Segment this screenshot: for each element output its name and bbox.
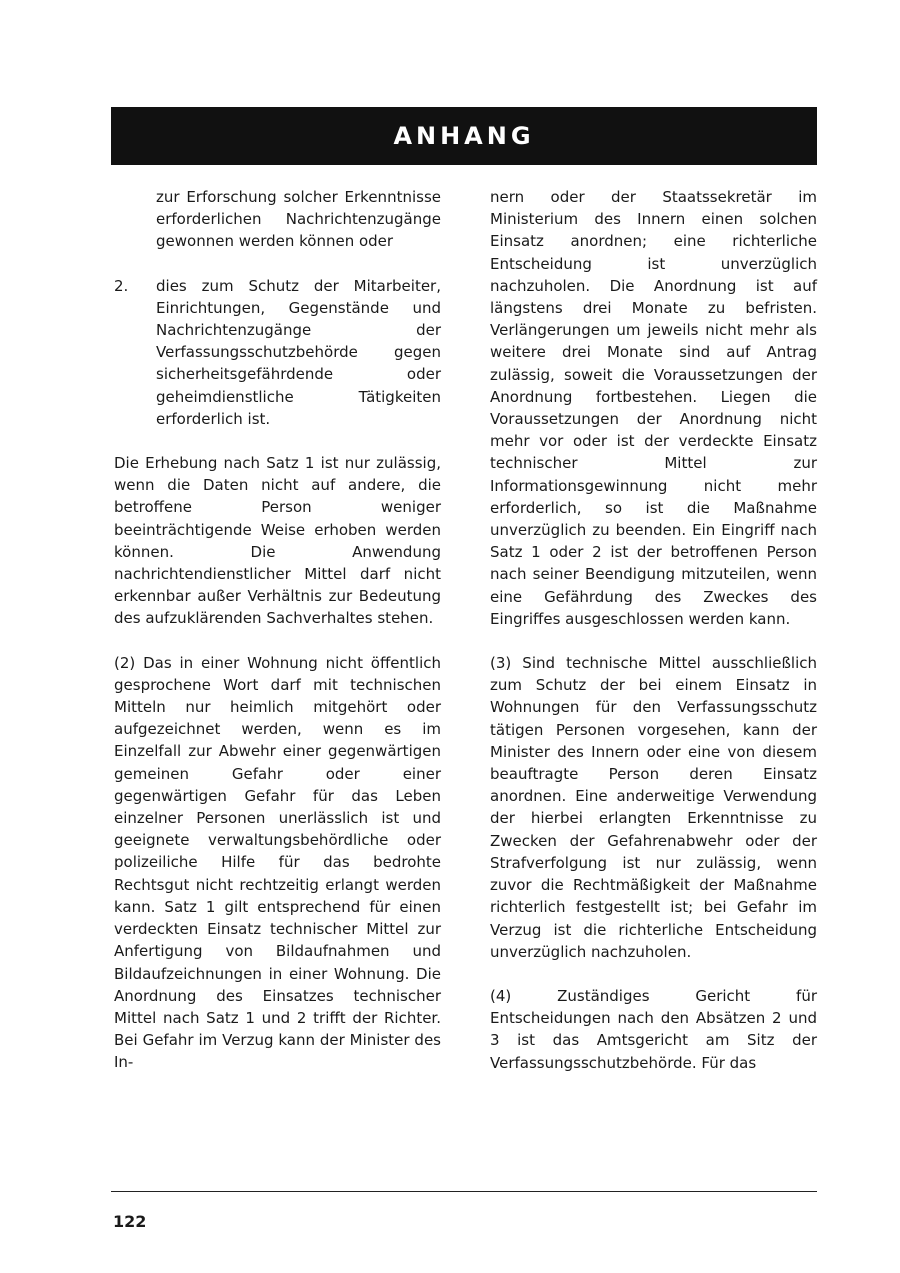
list-item-text: dies zum Schutz der Mitarbeiter, Einrichtungen, Gegenstände und Nachrichtenzugänge der Verfassungsschutzbehörde gegen sicherheitsgefährdende oder geheimdienstliche Tätigkeiten erforderlich ist.	[156, 276, 441, 428]
list-item-number: 2.	[114, 276, 129, 295]
paragraph-2: (2) Das in einer Wohnung nicht öffentlich gesprochene Wort darf mit technischen Mitteln nur heimlich mitgehört oder aufgezeichnet werden, wenn es im Einzelfall zur Abwehr einer gegenwärtigen gemeinen Gefahr oder einer gegenwärtigen Gefahr für das Leben einzelner Personen unerlässlich ist und geeignete verwaltungsbehördliche oder polizeiliche Hilfe für das bedrohte Rechtsgut nicht rechtzeitig erlangt werden kann. Satz 1 gilt entsprechend für einen verdeckten Einsatz technischer Mittel zur Anfertigung von Bildaufnahmen und Bildaufzeichnungen in einer Wohnung. Die Anordnung des Einsatzes technischer Mittel nach Satz 1 und 2 trifft der Richter. Bei Gefahr im Verzug kann der Minister des In-	[114, 653, 441, 1072]
footer-rule	[111, 1191, 817, 1192]
right-column	[490, 186, 817, 1096]
left-column	[114, 186, 441, 1096]
paragraph-2-continued: nern oder der Staatssekretär im Ministerium des Innern einen solchen Einsatz anordnen; eine richterliche Entscheidung ist unverzüglich nachzuholen. Die Anordnung ist auf längstens drei Monate zu befristen. Verlängerungen um jeweils nicht mehr als weitere drei Monate sind auf Antrag zulässig, soweit die Voraussetzungen der Anordnung fortbestehen. Liegen die Voraussetzungen der Anordnung nicht mehr vor oder ist der verdeckte Einsatz technischer Mittel zur Informationsgewinnung nicht mehr erforderlich, so ist die Maßnahme unverzüglich zu beenden. Ein Eingriff nach Satz 1 oder 2 ist der betroffenen Person nach seiner Beendigung mitzuteilen, wenn eine Gefährdung des Zweckes des Eingriffes ausgeschlossen werden kann.	[490, 188, 817, 628]
list-item-2	[114, 275, 441, 430]
page-number: 122	[113, 1212, 147, 1231]
section-title: ANHANG	[393, 122, 535, 150]
paragraph-satz1: Die Erhebung nach Satz 1 ist nur zulässig, wenn die Daten nicht auf andere, die betroffene Person weniger beeinträchtigende Weise erhoben werden können. Die Anwendung nachrichtendienstlicher Mittel darf nicht erkennbar außer Verhältnis zur Bedeutung des aufzuklärenden Sachverhaltes stehen.	[114, 454, 441, 628]
section-banner	[111, 107, 817, 165]
paragraph-3: (3) Sind technische Mittel ausschließlich zum Schutz der bei einem Einsatz in Wohnungen für den Verfassungsschutz tätigen Personen vorgesehen, kann der Minister des Innern oder eine von diesem beauftragte Person deren Einsatz anordnen. Eine anderweitige Verwendung der hierbei erlangten Erkenntnisse zu Zwecken der Gefahrenabwehr oder der Strafverfolgung ist nur zulässig, wenn zuvor die Rechtmäßigkeit der Maßnahme richterlich festgestellt ist; bei Gefahr im Verzug ist die richterliche Entscheidung unverzüglich nachzuholen.	[490, 654, 817, 961]
paragraph-continuation: zur Erforschung solcher Erkenntnisse erforderlichen Nachrichtenzugänge gewonnen werden können oder	[156, 188, 441, 251]
paragraph-4: (4) Zuständiges Gericht für Entscheidungen nach den Absätzen 2 und 3 ist das Amtsgericht am Sitz der Verfassungsschutzbehörde. Für das	[490, 986, 817, 1072]
